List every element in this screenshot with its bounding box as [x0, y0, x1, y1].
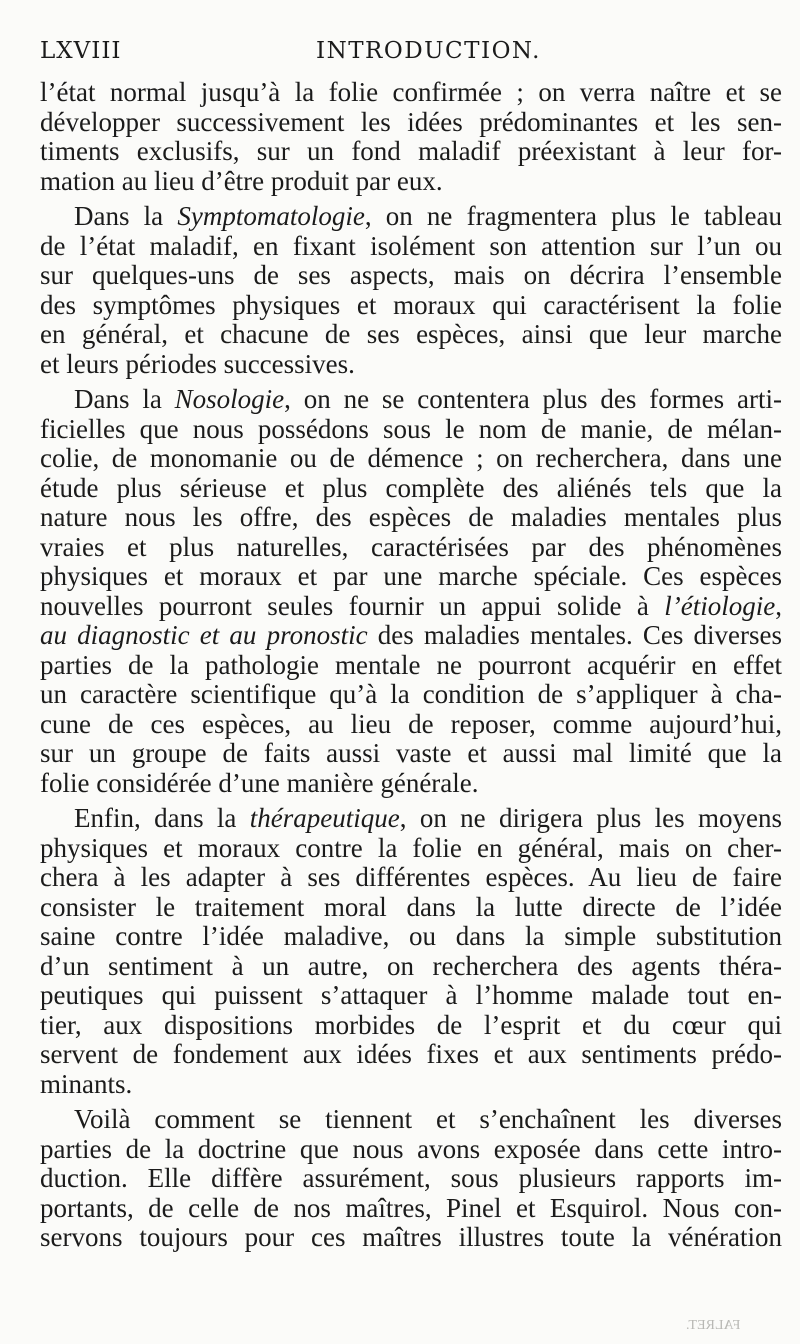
text-line: nouvelles pourront seules fournir un appui solide à l’étiologie, [40, 590, 782, 621]
text-line-content: Voilà comment se tiennent et s’enchaînent les diverses [74, 1104, 782, 1134]
text-line: sur un groupe de faits aussi vaste et aussi mal limité que la [40, 738, 782, 768]
text-line: tier, aux dispositions morbides de l’esprit et du cœur qui [40, 1009, 782, 1040]
text-line: et leurs périodes successives. [40, 348, 355, 379]
text-line [40, 1105, 782, 1135]
text-line: minants. [40, 1068, 133, 1099]
text-line-content: Dans la Symptomatologie, on ne fragmentera plus le tableau [74, 201, 782, 231]
text-line: parties de la pathologie mentale ne pourront acquérir en effet [40, 649, 782, 680]
text-line: cune de ces espèces, au lieu de reposer, comme aujourd’hui, [40, 708, 782, 739]
text-line: en général, et chacune de ses espèces, ainsi que leur marche [40, 319, 782, 349]
text-line: mation au lieu d’être produit par eux. [40, 165, 443, 196]
text-line: portants, de celle de nos maîtres, Pinel et Esquirol. Nous con- [40, 1192, 782, 1223]
paragraph-therapeutique [40, 804, 782, 1099]
text-line: chera à les adapter à ses différentes espèces. Au lieu de faire [40, 862, 782, 892]
running-title: INTRODUCTION. [316, 38, 541, 64]
text-line: vraies et plus naturelles, caractérisées par des phénomènes [40, 531, 782, 562]
page-header [40, 38, 760, 68]
text-line: des symptômes physiques et moraux qui caractérisent la folie [40, 289, 782, 320]
page-body [40, 78, 782, 1253]
page-number: LXVIII [40, 38, 122, 64]
text-line: développer successivement les idées prédominantes et les sen- [40, 106, 782, 137]
text-line: au diagnostic et au pronostic des maladies mentales. Ces diverses [40, 620, 782, 650]
text-line: ficielles que nous possédons sous le nom de manie, de mélan- [40, 413, 782, 444]
text-line: consister le traitement moral dans la lutte directe de l’idée [40, 891, 782, 922]
show-through-signature: FALRET. [685, 1318, 740, 1333]
text-line: parties de la doctrine que nous avons exposée dans cette intro- [40, 1133, 782, 1164]
text-line: physiques et moraux contre la folie en général, mais on cher- [40, 832, 782, 863]
paragraph-nosologie [40, 385, 782, 798]
text-line: d’un sentiment à un autre, on recherchera des agents théra- [40, 950, 782, 981]
text-line: de l’état maladif, en fixant isolément son attention sur l’un ou [40, 230, 782, 261]
text-line: nature nous les offre, des espèces de maladies mentales plus [40, 502, 782, 532]
paragraph-1 [40, 78, 782, 196]
paragraph-symptomatologie [40, 202, 782, 379]
text-line: saine contre l’idée maladive, ou dans la simple substitution [40, 921, 782, 951]
text-line: un caractère scientifique qu’à la condition de s’appliquer à cha- [40, 679, 782, 709]
text-line-content: Dans la Nosologie, on ne se contentera plus des formes arti- [74, 384, 782, 414]
text-line: timents exclusifs, sur un fond maladif préexistant à leur for- [40, 136, 782, 166]
text-line: folie considérée d’une manière générale. [40, 767, 479, 798]
text-line [40, 804, 782, 834]
text-line: colie, de monomanie ou de démence ; on recherchera, dans une [40, 443, 782, 473]
text-line: servent de fondement aux idées fixes et aux sentiments prédo- [40, 1039, 782, 1069]
text-line: sur quelques-uns de ses aspects, mais on décrira l’ensemble [40, 260, 782, 290]
text-line [40, 202, 782, 232]
text-line: peutiques qui puissent s’attaquer à l’homme malade tout en- [40, 980, 782, 1010]
text-line: duction. Elle diffère assurément, sous plusieurs rapports im- [40, 1163, 782, 1193]
text-line: l’état normal jusqu’à la folie confirmée ; on verra naître et se [40, 77, 782, 107]
text-line: physiques et moraux et par une marche spéciale. Ces espèces [40, 561, 782, 591]
text-line: servons toujours pour ces maîtres illustres toute la vénération [40, 1222, 782, 1252]
text-line: étude plus sérieuse et plus complète des aliénés tels que la [40, 472, 782, 503]
paragraph-conclusion [40, 1105, 782, 1253]
text-line [40, 385, 782, 415]
text-line-content: Enfin, dans la thérapeutique, on ne dirigera plus les moyens [74, 803, 782, 833]
